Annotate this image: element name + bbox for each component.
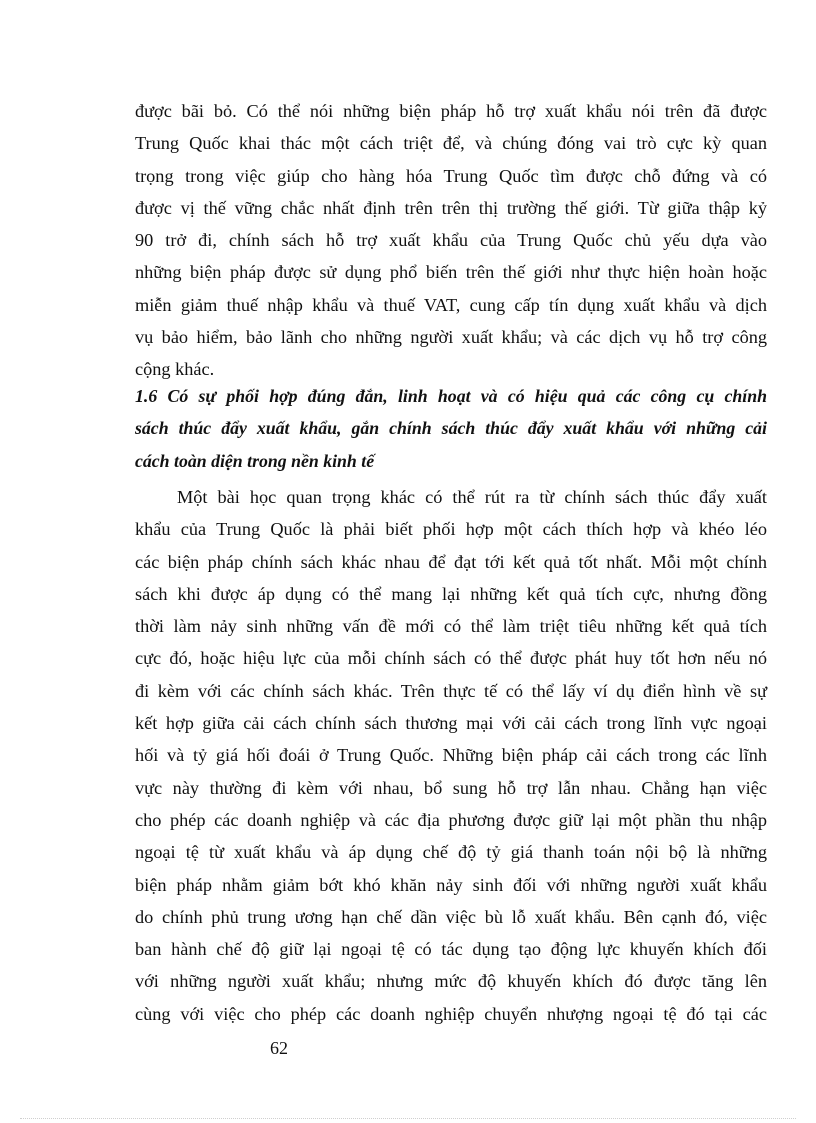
- paragraph-1-line: được vị thế vững chắc nhất định trên trên thị trường thế giới. Từ giữa thập kỷ: [135, 197, 767, 218]
- page-bottom-rule: [20, 1118, 796, 1119]
- paragraph-2-line: ngoại tệ từ xuất khẩu và áp dụng chế độ tỷ giá thanh toán nội bộ là những: [135, 842, 767, 863]
- paragraph-1: [135, 95, 767, 386]
- section-heading-line: cách toàn diện trong nền kinh tế: [135, 450, 375, 471]
- paragraph-2-line: kết hợp giữa cải cách chính sách thương mại với cải cách trong lĩnh vực ngoại: [135, 713, 767, 734]
- paragraph-2-line: với những người xuất khẩu; nhưng mức độ khuyến khích đó được tăng lên: [135, 971, 767, 992]
- paragraph-2-line: cực đó, hoặc hiệu lực của mỗi chính sách có thể được phát huy tốt hơn nếu nó: [135, 648, 767, 669]
- paragraph-2-line: vực này thường đi kèm với nhau, bổ sung hỗ trợ lẫn nhau. Chẳng hạn việc: [135, 777, 767, 798]
- paragraph-2-line: Một bài học quan trọng khác có thể rút ra từ chính sách thúc đẩy xuất: [177, 487, 767, 507]
- paragraph-2-line: ban hành chế độ giữ lại ngoại tệ có tác dụng tạo động lực khuyến khích đối: [135, 939, 767, 960]
- paragraph-1-line: miễn giảm thuế nhập khẩu và thuế VAT, cung cấp tín dụng xuất khẩu và dịch: [135, 294, 767, 315]
- paragraph-2: [135, 481, 767, 1030]
- page-number: 62: [270, 1038, 288, 1058]
- paragraph-2-line: biện pháp nhằm giảm bớt khó khăn nảy sinh đối với những người xuất khẩu: [135, 874, 767, 895]
- paragraph-2-line: cùng với việc cho phép các doanh nghiệp chuyển nhượng ngoại tệ đó tại các: [135, 1003, 767, 1024]
- paragraph-1-line: vụ bảo hiểm, bảo lãnh cho những người xuất khẩu; và các dịch vụ hỗ trợ công: [135, 327, 767, 348]
- paragraph-1-line: Trung Quốc khai thác một cách triệt để, và chúng đóng vai trò cực kỳ quan: [135, 133, 767, 154]
- paragraph-1-line: 90 trở đi, chính sách hỗ trợ xuất khẩu của Trung Quốc chủ yếu dựa vào: [135, 230, 767, 251]
- paragraph-2-line: khẩu của Trung Quốc là phải biết phối hợp một cách thích hợp và khéo léo: [135, 519, 767, 540]
- paragraph-2-line: đi kèm với các chính sách khác. Trên thực tế có thể lấy ví dụ điển hình về sự: [135, 680, 767, 701]
- paragraph-1-line: những biện pháp được sử dụng phổ biến trên thế giới như thực hiện hoàn hoặc: [135, 262, 767, 283]
- paragraph-2-line: các biện pháp chính sách khác nhau để đạt tới kết quả tốt nhất. Mỗi một chính: [135, 551, 767, 572]
- section-heading-line: 1.6 Có sự phối hợp đúng đắn, linh hoạt và có hiệu quả các công cụ chính: [135, 386, 767, 406]
- paragraph-2-line: hối và tỷ giá hối đoái ở Trung Quốc. Những biện pháp cải cách trong các lĩnh: [135, 745, 767, 766]
- paragraph-2-line: cho phép các doanh nghiệp và các địa phương được giữ lại một phần thu nhập: [135, 809, 767, 830]
- paragraph-2-line: sách khi được áp dụng có thể mang lại những kết quả tích cực, nhưng đồng: [135, 583, 767, 604]
- paragraph-1-line: trọng trong việc giúp cho hàng hóa Trung Quốc tìm được chỗ đứng và có: [135, 165, 767, 186]
- section-heading: [135, 380, 767, 477]
- paragraph-2-line: do chính phủ trung ương hạn chế dần việc bù lỗ xuất khẩu. Bên cạnh đó, việc: [135, 906, 767, 927]
- paragraph-2-line: thời làm nảy sinh những vấn đề mới có thể làm triệt tiêu những kết quả tích: [135, 616, 767, 637]
- section-heading-line: sách thúc đẩy xuất khẩu, gắn chính sách thúc đẩy xuất khẩu với những cải: [135, 418, 767, 439]
- paragraph-1-line: được bãi bỏ. Có thể nói những biện pháp hỗ trợ xuất khẩu nói trên đã được: [135, 101, 767, 121]
- paragraph-1-line: cộng khác.: [135, 359, 215, 380]
